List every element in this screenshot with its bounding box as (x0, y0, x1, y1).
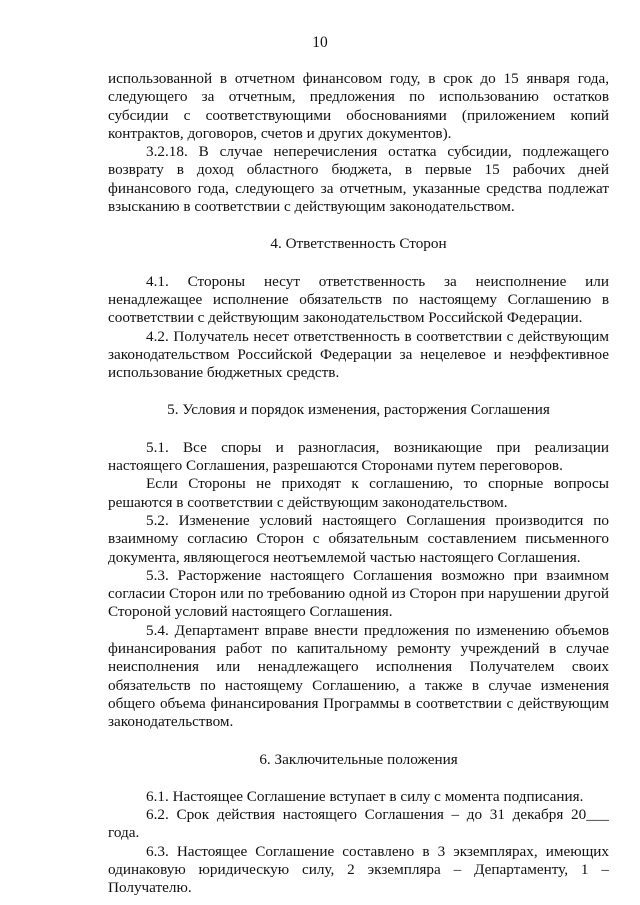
paragraph-4-1: 4.1. Стороны несут ответственность за неисполнение или ненадлежащее исполнение обязательств по настоящему Соглашению в соответствии с действующим законодательством Российской Федерации. (108, 272, 609, 327)
page-number: 10 (312, 34, 328, 51)
section-heading-responsibility: 4. Ответственность Сторон (270, 235, 447, 253)
section-heading-final-provisions: 6. Заключительные положения (259, 750, 458, 768)
paragraph-6-3: 6.3. Настоящее Соглашение составлено в 3 экземплярах, имеющих одинаковую юридическую силу, 2 экземпляра – Департаменту, 1 – Получателю. (108, 842, 609, 897)
paragraph-5-2: 5.2. Изменение условий настоящего Соглашения производится по взаимному согласию Сторон с обязательным составлением письменного документа, являющегося неотъемлемой частью настоящего Соглашения. (108, 511, 609, 566)
paragraph-continuation: использованной в отчетном финансовом году, в срок до 15 января года, следующего за отчетным, предложения по использованию остатков субсидии с соответствующими обоснованиями (приложением копий контрактов, договоров, счетов и других документов). (108, 70, 609, 142)
paragraph-5-4: 5.4. Департамент вправе внести предложения по изменению объемов финансирования работ по капитальному ремонту учреждений в случае неисполнения или ненадлежащего исполнения Получателем своих обязательств по настоящему Соглашению, а также в случае изменения общего объема финансирования Программы в соответствии с действующим законодательством. (108, 621, 609, 731)
document-body (108, 70, 609, 898)
paragraph-6-1: 6.1. Настоящее Соглашение вступает в силу с момента подписания. (146, 787, 584, 805)
paragraph-3-2-18: 3.2.18. В случае неперечисления остатка субсидии, подлежащего возврату в доход областного бюджета, в первые 15 рабочих дней финансового года, следующего за отчетным, указанные средства подлежат взысканию в соответствии с действующим законодательством. (108, 143, 609, 216)
paragraph-5-1-cont: Если Стороны не приходят к соглашению, то спорные вопросы решаются в соответствии с действующим законодательством. (108, 475, 609, 511)
paragraph-5-3: 5.3. Расторжение настоящего Соглашения возможно при взаимном согласии Сторон или по требованию одной из Сторон при нарушении другой Стороной условий настоящего Соглашения. (108, 566, 609, 621)
paragraph-6-2: 6.2. Срок действия настоящего Соглашения – до 31 декабря 20___ года. (108, 806, 609, 842)
paragraph-4-2: 4.2. Получатель несет ответственность в соответствии с действующим законодательством Российской Федерации за нецелевое и неэффективное использование бюджетных средств. (108, 327, 609, 382)
paragraph-5-1: 5.1. Все споры и разногласия, возникающие при реализации настоящего Соглашения, разрешаются Сторонами путем переговоров. (108, 438, 609, 475)
section-heading-amendment: 5. Условия и порядок изменения, расторжения Соглашения (167, 401, 550, 419)
